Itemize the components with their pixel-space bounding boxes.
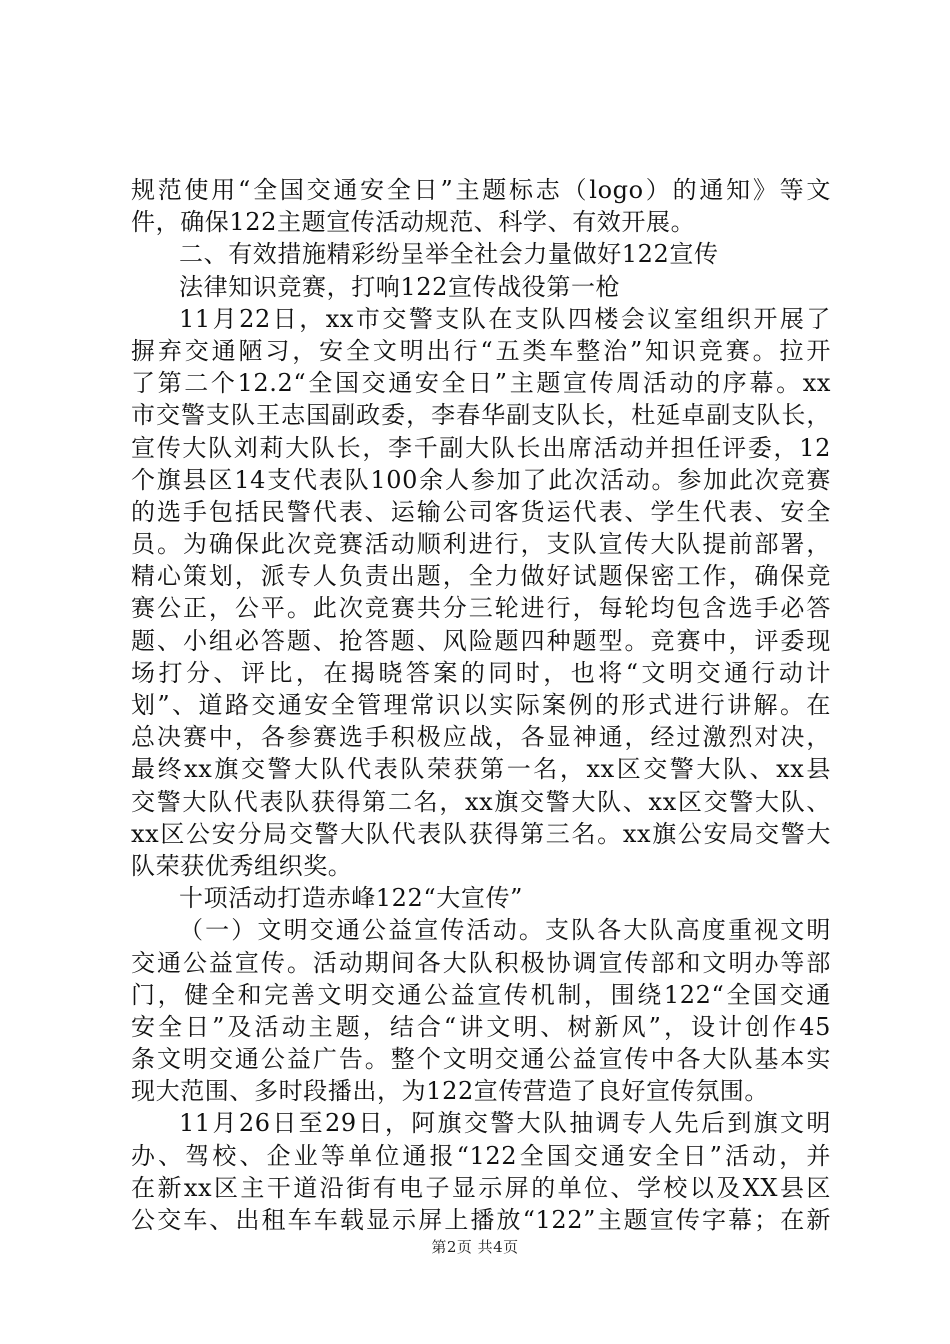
text-line: 交通公益宣传。活动期间各大队积极协调宣传部和文明办等部: [131, 948, 831, 977]
text-line: 摒弃交通陋习，安全文明出行“五类车整治”知识竞赛。拉开: [131, 336, 831, 365]
text-line: 最终xx旗交警大队代表队荣获第一名，xx区交警大队、xx县: [131, 755, 831, 784]
document-body: [131, 174, 831, 1236]
subsection-heading: 十项活动打造赤峰122“大宣传”: [179, 884, 523, 913]
page-number-footer: 第2页 共4页: [431, 1238, 519, 1256]
text-line: 队荣获优秀组织奖。: [131, 851, 353, 880]
text-line: 精心策划，派专人负责出题，全力做好试题保密工作，确保竞: [131, 562, 831, 591]
text-line: 门，健全和完善文明交通公益宣传机制，围绕122“全国交通: [131, 980, 831, 1009]
text-line: 办、驾校、企业等单位通报“122全国交通安全日”活动，并: [131, 1141, 831, 1170]
text-line: 总决赛中，各参赛选手积极应战，各显神通，经过激烈对决，: [131, 723, 831, 752]
text-line: 市交警支队王志国副政委，李春华副支队长，杜延卓副支队长，: [131, 401, 831, 430]
text-line: 员。为确保此次竞赛活动顺利进行，支队宣传大队提前部署，: [131, 530, 831, 559]
text-line: 交警大队代表队获得第二名，xx旗交警大队、xx区交警大队、: [131, 787, 831, 816]
text-line: xx区公安分局交警大队代表队获得第三名。xx旗公安局交警大: [131, 819, 831, 848]
text-line: 11月22日，xx市交警支队在支队四楼会议室组织开展了: [179, 304, 831, 333]
text-line: 题、小组必答题、抢答题、风险题四种题型。竞赛中，评委现: [131, 626, 831, 655]
text-line: 公交车、出租车车载显示屏上播放“122”主题宣传字幕；在新: [131, 1206, 831, 1234]
text-line: 划”、道路交通安全管理常识以实际案例的形式进行讲解。在: [131, 691, 831, 719]
text-line: 赛公正，公平。此次竞赛共分三轮进行，每轮均包含选手必答: [131, 594, 831, 623]
text-line: 11月26日至29日，阿旗交警大队抽调专人先后到旗文明: [179, 1109, 831, 1138]
section-heading: 二、有效措施精彩纷呈举全社会力量做好122宣传: [179, 240, 719, 269]
text-line: 了第二个12.2“全国交通安全日”主题宣传周活动的序幕。xx: [131, 369, 831, 398]
text-line: 现大范围、多时段播出，为122宣传营造了良好宣传氛围。: [131, 1077, 770, 1106]
text-line: 件，确保122主题宣传活动规范、科学、有效开展。: [131, 208, 696, 237]
text-line: 安全日”及活动主题，结合“讲文明、树新风”，设计创作45: [131, 1012, 831, 1041]
text-line: 规范使用“全国交通安全日”主题标志（logo）的通知》等文: [131, 176, 831, 204]
text-line: 条文明交通公益广告。整个文明交通公益宣传中各大队基本实: [131, 1045, 831, 1074]
text-line: 个旗县区14支代表队100余人参加了此次活动。参加此次竞赛: [131, 465, 831, 494]
text-line: 宣传大队刘莉大队长，李千副大队长出席活动并担任评委，12: [131, 433, 831, 462]
text-line: 在新xx区主干道沿街有电子显示屏的单位、学校以及XX县区: [131, 1173, 831, 1202]
text-line: （一）文明交通公益宣传活动。支队各大队高度重视文明: [179, 916, 831, 945]
text-line: 场打分、评比，在揭晓答案的同时，也将“文明交通行动计: [131, 658, 831, 687]
text-line: 的选手包括民警代表、运输公司客货运代表、学生代表、安全: [131, 497, 831, 526]
subsection-heading: 法律知识竞赛，打响122宣传战役第一枪: [179, 272, 621, 301]
